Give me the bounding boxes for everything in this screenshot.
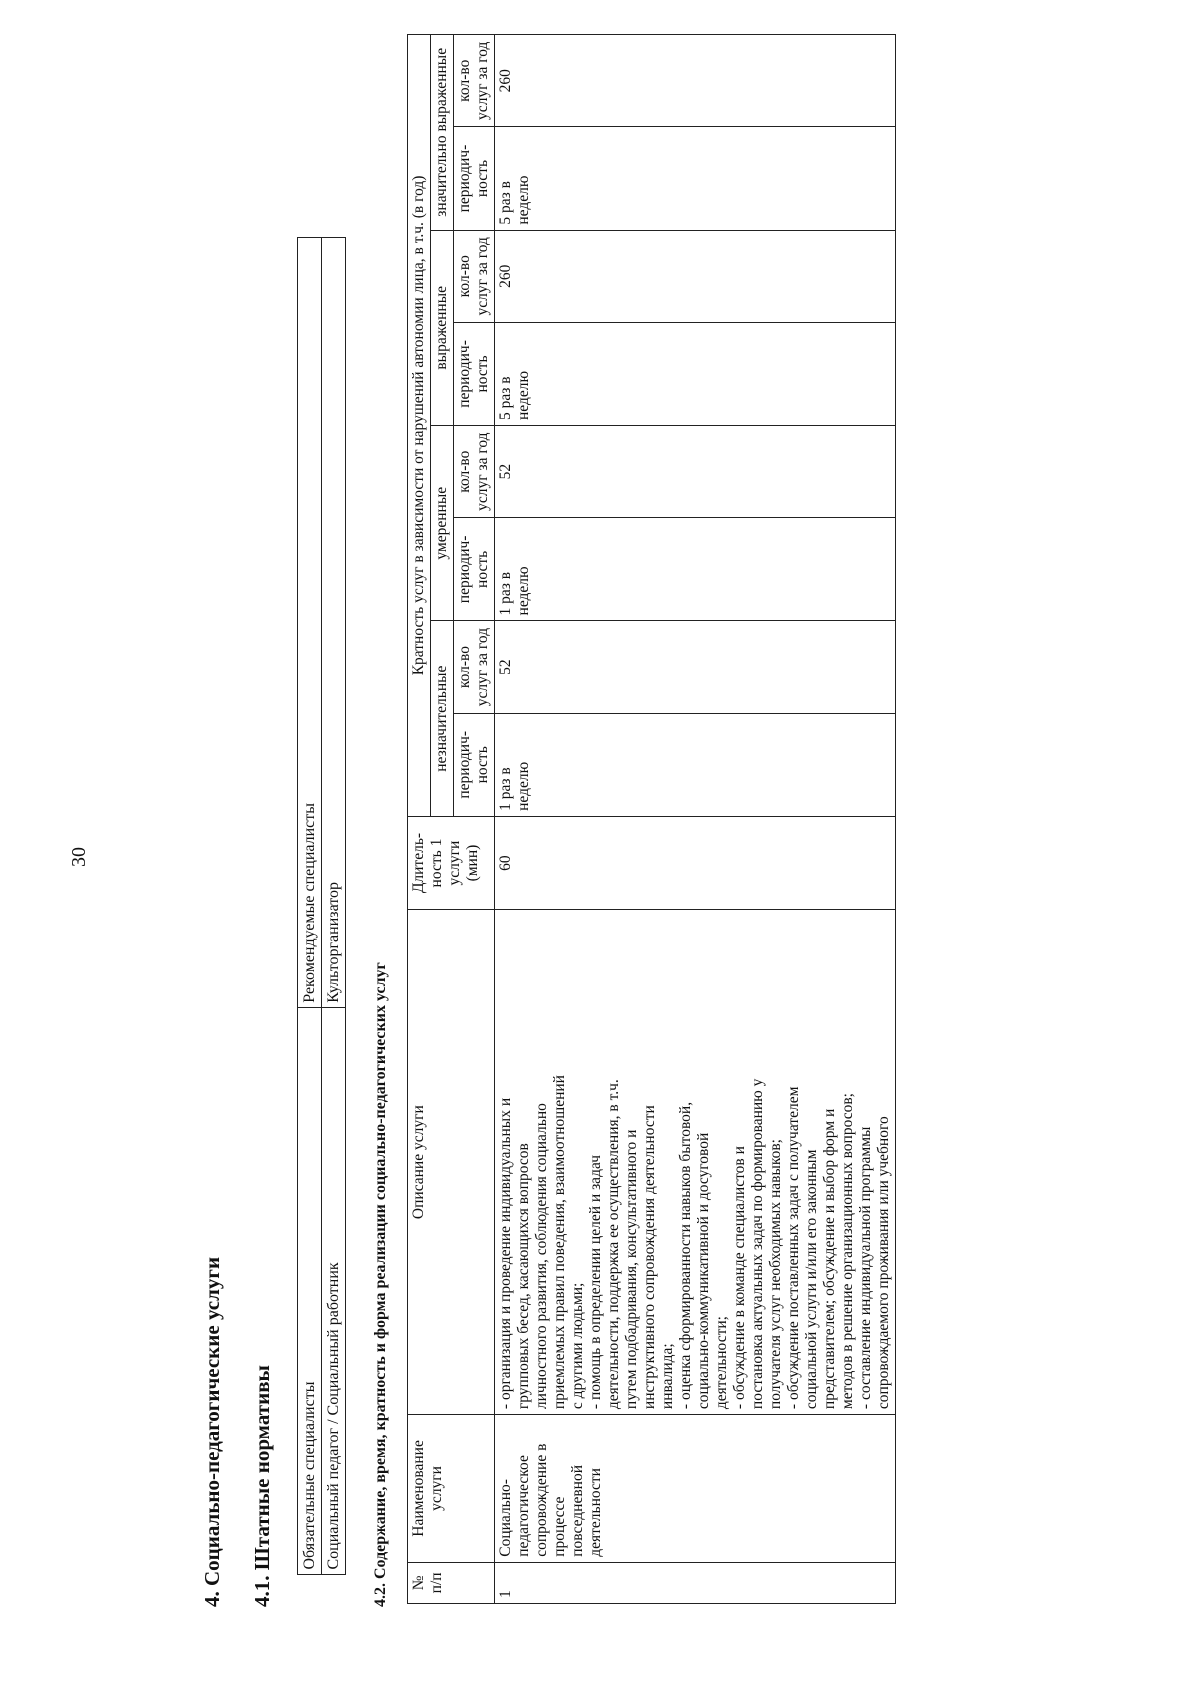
staff-indent — [322, 1574, 346, 1604]
subsection-staff-title: 4.1. Штатные нормативы — [250, 1365, 274, 1607]
header-level-marked: выраженные — [431, 230, 454, 425]
description-line: личностного развития, соблюдения социально — [533, 1103, 550, 1410]
description-line: - обсуждение в команде специалистов и — [731, 1146, 748, 1410]
header-level-minor: незначительные — [431, 621, 454, 816]
row-num: 1 — [495, 1562, 896, 1603]
page-number: 30 — [68, 847, 90, 867]
description-line: представителем; обсуждение и выбор форм и — [821, 1108, 838, 1410]
subsection-content-title: 4.2. Содержание, время, кратность и форма реализации социально-педагогических услуг — [372, 962, 389, 1607]
description-line: путем подбадривания, консультативного и — [623, 1129, 640, 1410]
header-periodicity: периодич-ность — [454, 322, 495, 425]
description-line: приемлемых правил поведения, взаимоотношений — [551, 1075, 568, 1410]
header-count: кол-во услуг за год — [454, 230, 495, 322]
row-description — [495, 910, 896, 1415]
description-line: - помощь в определении целей и задач — [587, 1154, 604, 1410]
description-line: инвалида; — [659, 1343, 676, 1410]
header-row-1 — [408, 35, 431, 1604]
header-periodicity: периодич-ность — [454, 518, 495, 621]
header-frequency: Кратность услуг в зависимости от нарушений автономии лица, в т.ч. (в год) — [408, 35, 431, 817]
header-count: кол-во услуг за год — [454, 426, 495, 518]
staff-header-row — [298, 238, 322, 1605]
description-line: деятельности, поддержка ее осуществления, в т.ч. — [605, 1079, 622, 1410]
description-line: - оценка сформированности навыков бытовой, — [677, 1101, 694, 1410]
header-count: кол-во услуг за год — [454, 621, 495, 713]
description-line: методов в решение организационных вопросов; — [839, 1093, 856, 1410]
description-line: инструктивного сопровождения деятельности — [641, 1105, 658, 1410]
header-duration: Длитель-ность 1 услуги (мин) — [408, 816, 495, 909]
row-significant-count: 260 — [495, 35, 896, 127]
description-line: деятельности; — [713, 1316, 730, 1410]
header-description: Описание услуги — [408, 910, 495, 1415]
description-line: - обсуждение поставленных задач с получателем — [785, 1086, 802, 1410]
header-periodicity: периодич-ность — [454, 713, 495, 816]
row-marked-periodicity: 5 раз в неделю — [495, 322, 896, 425]
header-level-moderate: умеренные — [431, 426, 454, 621]
header-periodicity: периодич-ность — [454, 127, 495, 230]
staff-indent — [298, 1574, 322, 1604]
row-moderate-count: 52 — [495, 426, 896, 518]
staff-table — [297, 237, 346, 1604]
recommended-value: Культорганизатор — [322, 238, 346, 1008]
description-line: социальной услуги и/или его законным — [803, 1149, 820, 1410]
row-minor-count: 52 — [495, 621, 896, 713]
services-table — [407, 34, 896, 1604]
description-line: сопровождаемого проживания или учебного — [875, 1116, 892, 1410]
staff-value-row — [322, 238, 346, 1605]
description-line: - организация и проведение индивидуальных и — [497, 1097, 514, 1410]
description-line: получателя услуг необходимых навыков; — [767, 1139, 784, 1410]
header-name: Наименование услуги — [408, 1415, 495, 1563]
row-significant-periodicity: 5 раз в неделю — [495, 127, 896, 230]
row-minor-periodicity: 1 раз в неделю — [495, 713, 896, 816]
table-row — [495, 35, 896, 1604]
row-marked-count: 260 — [495, 230, 896, 322]
description-line: групповых бесед, касающихся вопросов — [515, 1143, 532, 1410]
description-line: социально-коммуникативной и досуговой — [695, 1132, 712, 1410]
header-level-significant: значительно выраженные — [431, 35, 454, 231]
recommended-header: Рекомендуемые специалисты — [298, 238, 322, 1008]
description-line: с другими людьми; — [569, 1282, 586, 1410]
section-title: 4. Социально-педагогические услуги — [200, 1256, 224, 1607]
required-value: Социальный педагог / Социальный работник — [322, 1007, 346, 1574]
header-count: кол-во услуг за год — [454, 35, 495, 127]
row-moderate-periodicity: 1 раз в неделю — [495, 518, 896, 621]
required-header: Обязательные специалисты — [298, 1007, 322, 1574]
row-duration: 60 — [495, 816, 896, 909]
description-line: - составление индивидуальной программы — [857, 1126, 874, 1410]
row-service-name: Социально-педагогическое сопровождение в процессе повседневной деятельности — [495, 1415, 896, 1563]
header-num: № п/п — [408, 1562, 495, 1603]
description-line: постановка актуальных задач по формированию у — [749, 1078, 766, 1410]
